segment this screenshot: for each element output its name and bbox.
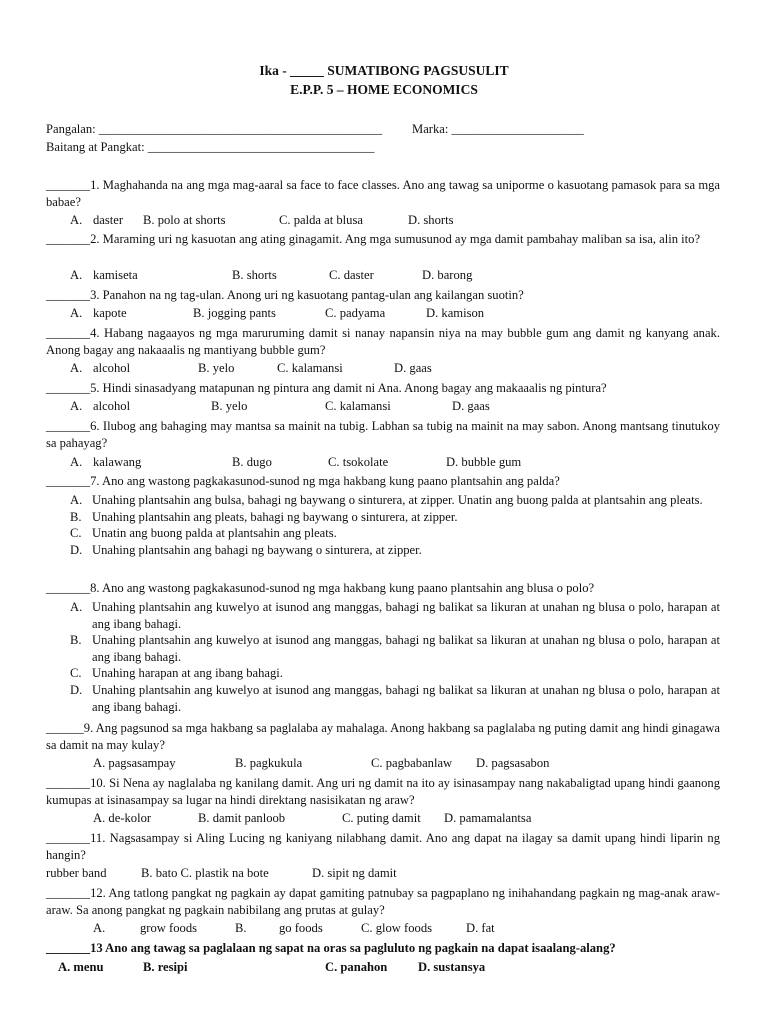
choice: B. bato C. plastik na bote — [141, 866, 269, 880]
choice: daster — [93, 213, 124, 227]
choice: A. de-kolor — [93, 811, 152, 825]
choice: C. glow foods — [361, 921, 433, 935]
choice: C. padyama — [325, 306, 386, 320]
option — [46, 682, 720, 715]
choices-4 — [46, 361, 726, 377]
choice: B. yelo — [198, 361, 235, 375]
choice: D. fat — [466, 921, 495, 935]
option-letter: D. — [70, 682, 83, 697]
question-13: _______13 Ano ang tawag sa paglalaan ng sapat na oras sa pagluluto ng pagkain na dapat isaalang-alang? — [46, 941, 616, 955]
choice: D. kamison — [426, 306, 485, 320]
choices-1 — [46, 213, 726, 229]
choices-12 — [46, 921, 726, 937]
choice: B. jogging pants — [193, 306, 276, 320]
choice: D. gaas — [394, 361, 432, 375]
name-field — [46, 121, 722, 137]
option-text: Unahing harapan at ang ibang bahagi. — [92, 666, 283, 681]
choice: A. pagsasampay — [93, 756, 176, 770]
option-text: Unahing plantsahin ang kuwelyo at isunod ang manggas, bahagi ng balikat sa likuran at unahan ng blusa o polo, harapan at ang ibang bahagi. — [92, 633, 720, 664]
choice: D. sustansya — [418, 960, 486, 974]
choice: D. shorts — [408, 213, 454, 227]
option-letter: D. — [70, 542, 83, 557]
choice: D. bubble gum — [446, 455, 522, 469]
option-text: Unahing plantsahin ang kuwelyo at isunod ang manggas, bahagi ng balikat sa likuran at unahan ng blusa o polo, harapan at ang ibang bahagi. — [92, 600, 720, 631]
choice: A. menu — [58, 960, 104, 974]
option-letter: C. — [70, 526, 82, 541]
question-9: ______9. Ang pagsunod sa mga hakbang sa paglalaba ay mahalaga. Anong hakbang sa paglalaba ng puting damit ang hindi ginagawa sa damit na may kulay? — [46, 721, 720, 752]
choice-letter: B. — [235, 921, 247, 935]
question-10: _______10. Si Nena ay naglalaba ng kanilang damit. Ang uri ng damit na ito ay isinasampay nang nakabaligtad upang hindi gaanong kumupas at isinasampay sa lugar na hindi direktang nasisikatan ng araw? — [46, 776, 720, 807]
choice: C. panahon — [325, 960, 388, 974]
choice-letter: A. — [93, 921, 106, 935]
question-12: _______12. Ang tatlong pangkat ng pagkain ay dapat gamiting patnubay sa pagpaplano ng inihahandang pagkain ng mag-anak araw-araw. Sa anong pangkat ng pagkain nabibilang ang prutas at gulay? — [46, 886, 720, 917]
choice: grow foods — [140, 921, 198, 935]
choices-13 — [58, 960, 738, 976]
option — [46, 509, 720, 526]
choices-10 — [46, 811, 726, 827]
question-4: _______4. Habang nagaayos ng mga maruruming damit si nanay napansin niya na may bubble gum ang damit ng kanyang anak. Anong bagay ang nakaaalis ng mantiyang bubble gum? — [46, 326, 720, 357]
choice: D. pamamalantsa — [444, 811, 532, 825]
choice: D. sipit ng damit — [312, 866, 397, 880]
choices-3 — [46, 306, 726, 322]
pangalan-field: Pangalan: _____________________________________________ — [46, 122, 383, 136]
option — [46, 632, 720, 665]
choice-letter: A. — [70, 361, 83, 375]
option-letter: A. — [70, 493, 83, 507]
choice: B. damit panloob — [198, 811, 286, 825]
option — [46, 599, 720, 632]
option-letter: B. — [70, 633, 82, 648]
choice: C. tsokolate — [328, 455, 389, 469]
choice: C. puting damit — [342, 811, 421, 825]
question-6: _______6. Ilubog ang bahaging may mantsa sa mainit na tubig. Labhan sa tubig na mainit na may sabon. Anong mantsang tinutukoy sa pahayag? — [46, 419, 720, 450]
marka-field: Marka: _____________________ — [412, 122, 584, 136]
choice: D. pagsasabon — [476, 756, 550, 770]
choice: C. pagbabanlaw — [371, 756, 453, 770]
option-text: Unahing plantsahin ang kuwelyo at isunod ang manggas, bahagi ng balikat sa likuran at unahan ng blusa o polo, harapan at ang ibang bahagi. — [92, 682, 720, 714]
question-3: _______3. Panahon na ng tag-ulan. Anong uri ng kasuotang pantag-ulan ang kailangan suotin? — [46, 288, 524, 302]
question-7: _______7. Ano ang wastong pagkakasunod-sunod ng mga hakbang kung paano plantsahin ang palda? — [46, 474, 560, 488]
question-1: _______1. Maghahanda na ang mga mag-aaral sa face to face classes. Ano ang tawag sa uniporme o kasuotang pamasok para sa mga babae? — [46, 178, 720, 209]
choice: alcohol — [93, 399, 131, 413]
choice: B. dugo — [232, 455, 272, 469]
exam-subtitle: E.P.P. 5 – HOME ECONOMICS — [290, 82, 478, 97]
option — [46, 665, 720, 682]
question-5: _______5. Hindi sinasadyang matapunan ng pintura ang damit ni Ana. Anong bagay ang makaaalis ng pintura? — [46, 381, 607, 395]
options-8 — [46, 599, 720, 715]
baitang-field: Baitang at Pangkat: ____________________________________ — [46, 140, 375, 154]
choice-letter: A. — [70, 213, 83, 227]
choice: go foods — [279, 921, 323, 935]
exam-title: Ika - _____ SUMATIBONG PAGSUSULIT — [259, 63, 509, 78]
choice: B. shorts — [232, 268, 277, 282]
option-text: Unahing plantsahin ang bulsa, bahagi ng baywang o sinturera, at zipper. Unatin ang buong palda at plantsahin ang pleats. — [92, 493, 703, 507]
choice: C. kalamansi — [277, 361, 343, 375]
choices-2 — [46, 268, 726, 284]
option-text: Unahing plantsahin ang bahagi ng baywang o sinturera, at zipper. — [92, 542, 422, 557]
choice: B. polo at shorts — [143, 213, 226, 227]
choice: kapote — [93, 306, 127, 320]
choice: C. kalamansi — [325, 399, 391, 413]
choice: C. palda at blusa — [279, 213, 363, 227]
question-11: _______11. Nagsasampay si Aling Lucing ng kaniyang nilabhang damit. Ano ang dapat na ilagay sa damit upang hindi liparin ng hangin? — [46, 831, 720, 862]
choices-5 — [46, 399, 726, 415]
option-letter: A. — [70, 600, 83, 614]
option-text: Unatin ang buong palda at plantsahin ang pleats. — [92, 526, 337, 541]
choice: alcohol — [93, 361, 131, 375]
choice: kalawang — [93, 455, 142, 469]
choice: B. yelo — [211, 399, 248, 413]
choice-letter: A. — [70, 399, 83, 413]
choices-9 — [46, 756, 726, 772]
choice: rubber band — [46, 866, 107, 880]
choices-6 — [46, 455, 726, 471]
choices-11 — [46, 866, 726, 882]
option — [46, 492, 720, 509]
choice: B. pagkukula — [235, 756, 303, 770]
option-text: Unahing plantsahin ang pleats, bahagi ng baywang o sinturera, at zipper. — [92, 509, 458, 524]
choice: D. barong — [422, 268, 473, 282]
question-2: _______2. Maraming uri ng kasuotan ang ating ginagamit. Ang mga sumusunod ay mga damit pambahay maliban sa isa, alin ito? — [46, 232, 701, 246]
choice-letter: A. — [70, 268, 83, 282]
option-letter: C. — [70, 666, 82, 681]
choice-letter: A. — [70, 306, 83, 320]
choice: kamiseta — [93, 268, 138, 282]
question-8: _______8. Ano ang wastong pagkakasunod-sunod ng mga hakbang kung paano plantsahin ang blusa o polo? — [46, 581, 595, 595]
choice: C. daster — [329, 268, 374, 282]
option-letter: B. — [70, 509, 82, 524]
option — [46, 525, 720, 542]
choice: D. gaas — [452, 399, 490, 413]
options-7 — [46, 492, 720, 558]
option — [46, 542, 720, 559]
choice-letter: A. — [70, 455, 83, 469]
choice: B. resipi — [143, 960, 188, 974]
